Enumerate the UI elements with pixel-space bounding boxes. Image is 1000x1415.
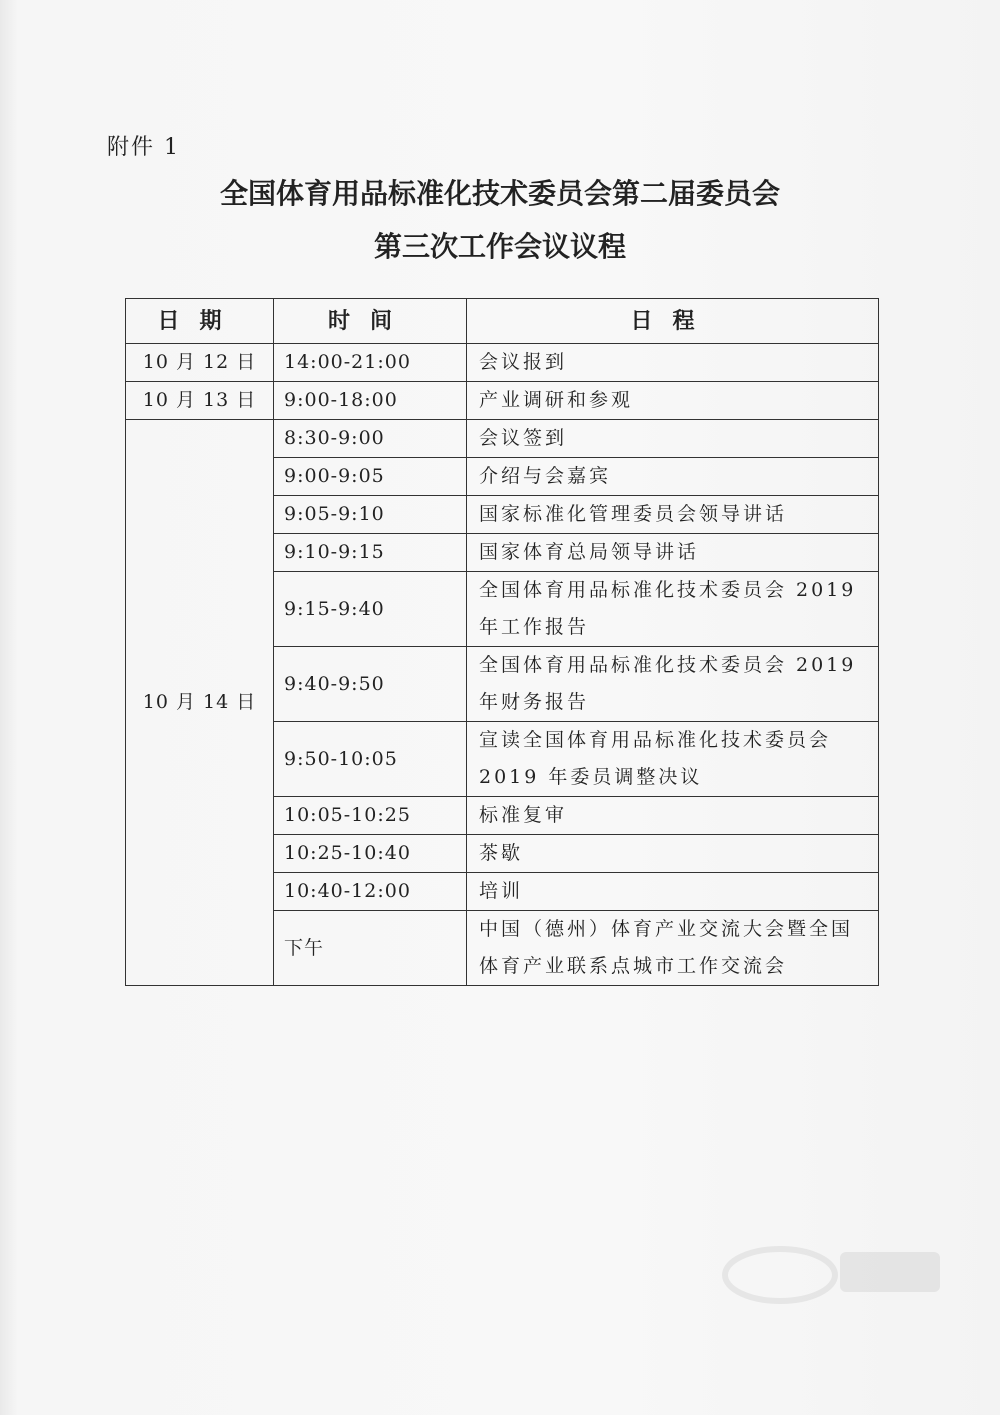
header-date: 日期: [126, 299, 274, 344]
watermark-logo-icon: [720, 1240, 950, 1310]
schedule-cell: 标准复审: [467, 797, 879, 835]
schedule-line: 全国体育用品标准化技术委员会 2019: [479, 654, 857, 676]
schedule-cell: [467, 572, 879, 647]
time-cell: 9:00-9:05: [274, 458, 467, 496]
time-cell: 9:50-10:05: [274, 722, 467, 797]
schedule-cell: [467, 647, 879, 722]
schedule-cell: 国家体育总局领导讲话: [467, 534, 879, 572]
schedule-cell: 会议报到: [467, 344, 879, 382]
schedule-cell: 会议签到: [467, 420, 879, 458]
agenda-table: [125, 298, 879, 986]
schedule-cell: 产业调研和参观: [467, 382, 879, 420]
schedule-line: 中国（德州）体育产业交流大会暨全国: [479, 918, 854, 940]
date-cell: 10 月 13 日: [126, 382, 274, 420]
table-row: [126, 344, 879, 382]
schedule-line: 年工作报告: [479, 616, 590, 638]
time-cell: 10:05-10:25: [274, 797, 467, 835]
attachment-label: 附件 1: [107, 135, 180, 160]
schedule-line: 年财务报告: [479, 691, 590, 713]
schedule-line: 全国体育用品标准化技术委员会 2019: [479, 579, 857, 601]
time-cell: 9:15-9:40: [274, 572, 467, 647]
time-cell: 下午: [274, 911, 467, 986]
schedule-line: 2019 年委员调整决议: [479, 766, 703, 788]
header-time: 时间: [274, 299, 467, 344]
date-cell: 10 月 14 日: [126, 420, 274, 986]
time-cell: 9:10-9:15: [274, 534, 467, 572]
watermark-logo: [720, 1240, 950, 1310]
document-title-line-2: 第三次工作会议议程: [373, 230, 626, 263]
schedule-cell: 国家标准化管理委员会领导讲话: [467, 496, 879, 534]
schedule-cell: [467, 911, 879, 986]
time-cell: 9:05-9:10: [274, 496, 467, 534]
schedule-cell: 茶歇: [467, 835, 879, 873]
schedule-cell: 培训: [467, 873, 879, 911]
header-schedule: 日程: [467, 299, 879, 344]
table-row: [126, 420, 879, 458]
table-header-row: [126, 299, 879, 344]
time-cell: 10:25-10:40: [274, 835, 467, 873]
schedule-cell: 介绍与会嘉宾: [467, 458, 879, 496]
date-cell: 10 月 12 日: [126, 344, 274, 382]
time-cell: 8:30-9:00: [274, 420, 467, 458]
time-cell: 9:00-18:00: [274, 382, 467, 420]
schedule-line: 体育产业联系点城市工作交流会: [479, 955, 788, 977]
time-cell: 10:40-12:00: [274, 873, 467, 911]
table-row: [126, 382, 879, 420]
schedule-cell: [467, 722, 879, 797]
document-title-line-1: 全国体育用品标准化技术委员会第二届委员会: [219, 177, 780, 210]
schedule-line: 宣读全国体育用品标准化技术委员会: [479, 729, 832, 751]
time-cell: 14:00-21:00: [274, 344, 467, 382]
time-cell: 9:40-9:50: [274, 647, 467, 722]
